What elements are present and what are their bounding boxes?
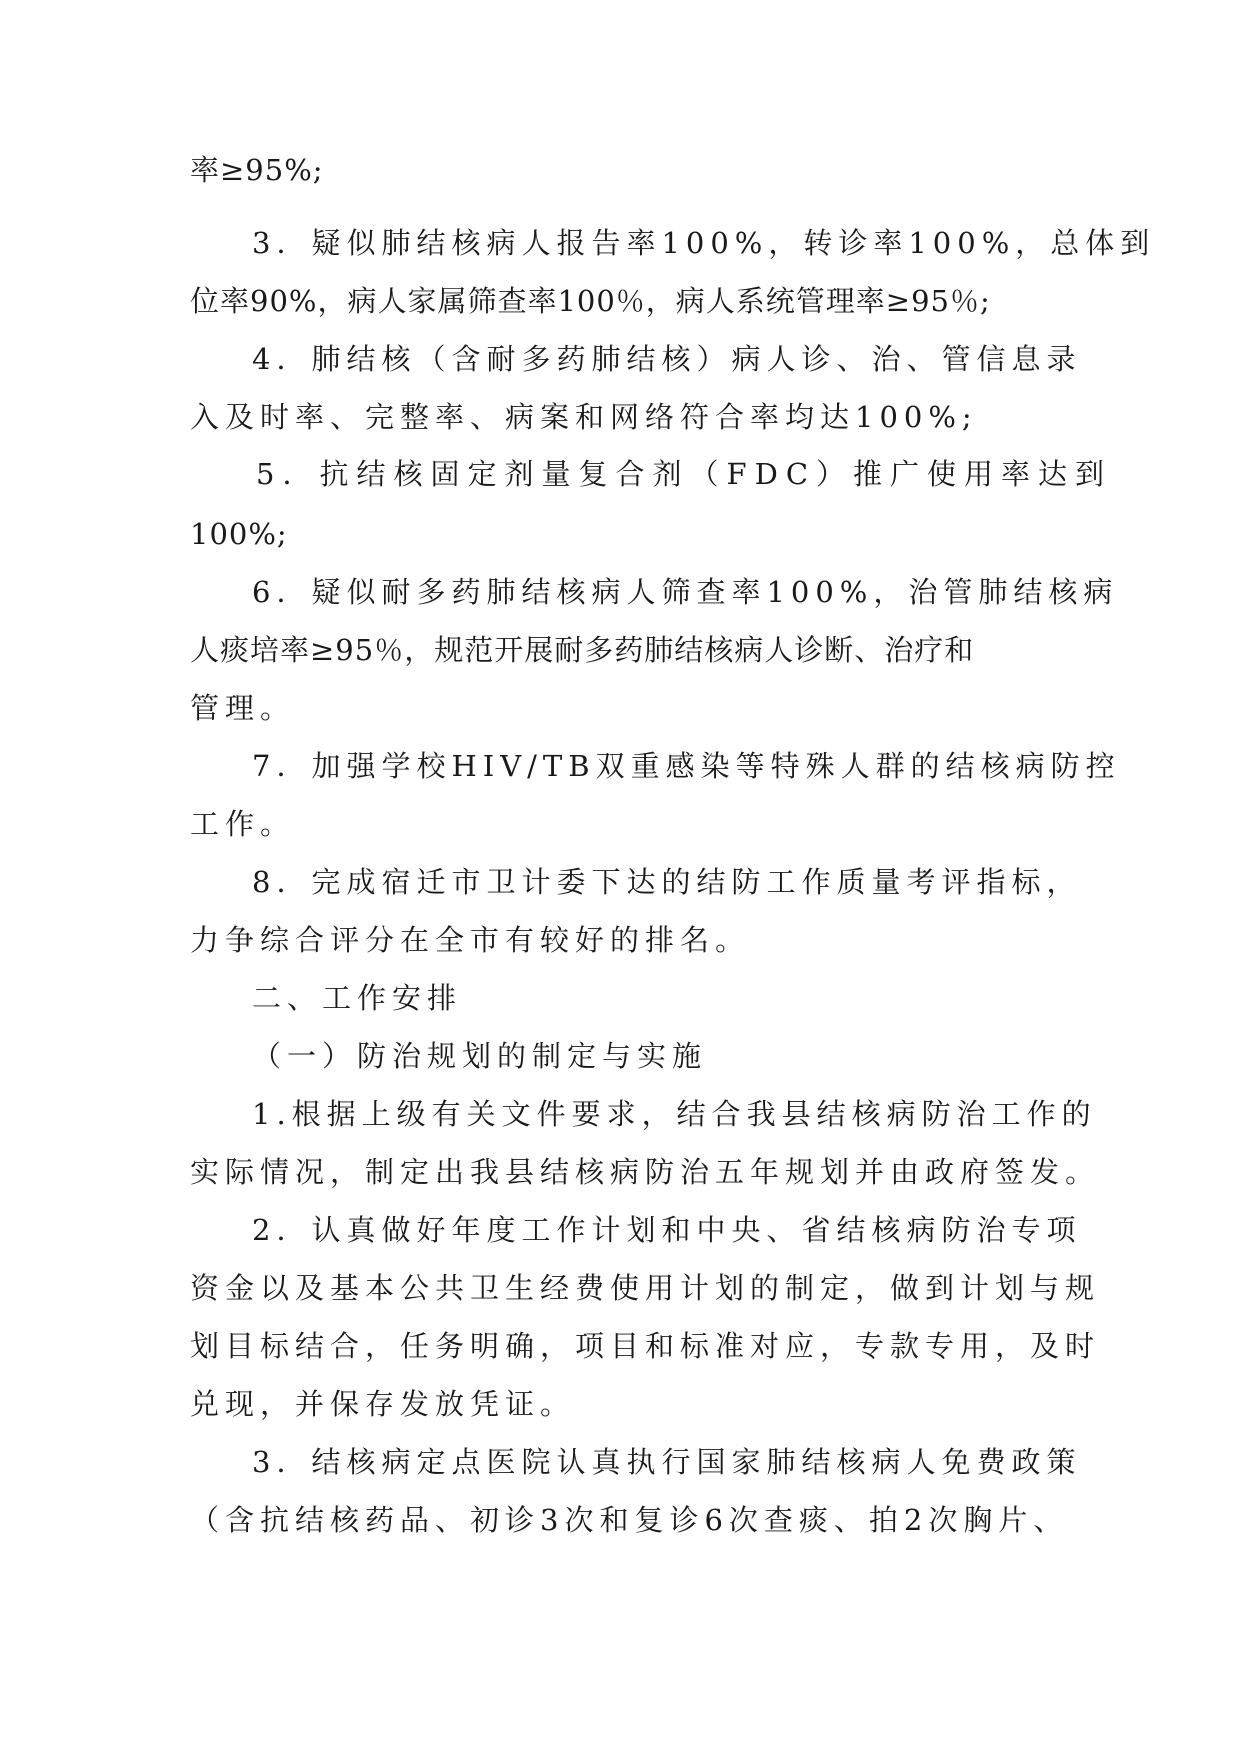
- text-line: 8．完成宿迁市卫计委下达的结防工作质量考评指标，: [252, 865, 1082, 899]
- section-heading: 二、工作安排: [252, 981, 463, 1015]
- text-line: 7．加强学校HIV/TB双重感染等特殊人群的结核病防控: [252, 749, 1121, 783]
- text-line: 管理。: [190, 691, 296, 725]
- text-line: （含抗结核药品、初诊3次和复诊6次查痰、拍2次胸片、: [190, 1503, 1069, 1537]
- text-line: 划目标结合，任务明确，项目和标准对应，专款专用，及时: [190, 1329, 1101, 1363]
- text-line: 力争综合评分在全市有较好的排名。: [190, 923, 751, 957]
- text-line: 1.根据上级有关文件要求，结合我县结核病防治工作的: [252, 1097, 1097, 1131]
- text-line: 3．疑似肺结核病人报告率100%，转诊率100%，总体到: [252, 226, 1156, 260]
- text-line: 3．结核病定点医院认真执行国家肺结核病人免费政策: [252, 1445, 1082, 1479]
- text-line: 率≥95%;: [190, 153, 324, 187]
- text-line: 兑现，并保存发放凭证。: [190, 1387, 576, 1421]
- text-line: 实际情况，制定出我县结核病防治五年规划并由政府签发。: [190, 1155, 1101, 1189]
- text-line: 5．抗结核固定剂量复合剂（FDC）推广使用率达到: [256, 457, 1113, 491]
- text-line: 入及时率、完整率、病案和网络符合率均达100%;: [190, 400, 978, 434]
- text-line: 4．肺结核（含耐多药肺结核）病人诊、治、管信息录: [252, 342, 1082, 376]
- text-line: 6．疑似耐多药肺结核病人筛查率100%，治管肺结核病: [252, 575, 1119, 609]
- subsection-heading: （一）防治规划的制定与实施: [252, 1039, 708, 1073]
- text-line: 位率90%，病人家属筛查率100％，病人系统管理率≥95％;: [190, 284, 991, 318]
- text-line: 工作。: [190, 807, 296, 841]
- text-line: 人痰培率≥95％，规范开展耐多药肺结核病人诊断、治疗和: [190, 633, 975, 667]
- text-line: 资金以及基本公共卫生经费使用计划的制定，做到计划与规: [190, 1271, 1101, 1305]
- text-line: 2．认真做好年度工作计划和中央、省结核病防治专项: [252, 1213, 1082, 1247]
- text-line: 100%;: [190, 517, 288, 551]
